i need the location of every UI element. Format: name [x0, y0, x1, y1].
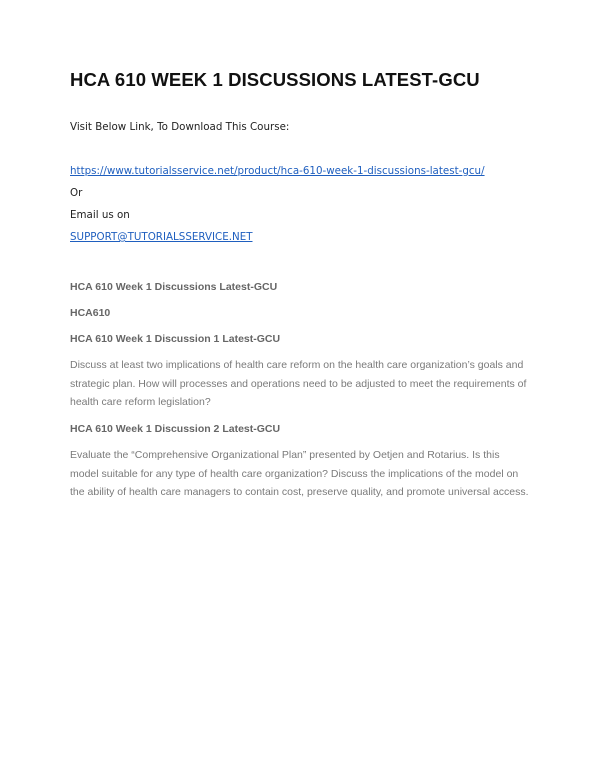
discussion-1-body: Discuss at least two implications of health care reform on the health care organization’s goals and strategic plan. How will processes and operations need to be adjusted to meet the requirements of health care reform legislation?	[70, 359, 527, 408]
page-title: HCA 610 WEEK 1 DISCUSSIONS LATEST-GCU	[70, 69, 480, 90]
section-heading: HCA 610 Week 1 Discussions Latest-GCU	[70, 281, 278, 293]
discussion-2-title: HCA 610 Week 1 Discussion 2 Latest-GCU	[70, 423, 281, 435]
visit-instruction: Visit Below Link, To Download This Course:	[70, 121, 290, 133]
course-link[interactable]: https://www.tutorialsservice.net/product/hca-610-week-1-discussions-latest-gcu/	[70, 165, 485, 177]
discussion-2-body: Evaluate the “Comprehensive Organizational Plan” presented by Oetjen and Rotarius. Is this model suitable for any type of health care organization? Discuss the implications of the model on the ability of health care managers to contain cost, preserve quality, and promote universal access.	[70, 449, 529, 498]
discussion-1-title: HCA 610 Week 1 Discussion 1 Latest-GCU	[70, 333, 281, 345]
course-code: HCA610	[70, 307, 111, 319]
support-email-link[interactable]: SUPPORT@TUTORIALSSERVICE.NET	[70, 231, 253, 243]
or-text: Or	[70, 187, 83, 199]
email-prompt: Email us on	[70, 209, 130, 221]
